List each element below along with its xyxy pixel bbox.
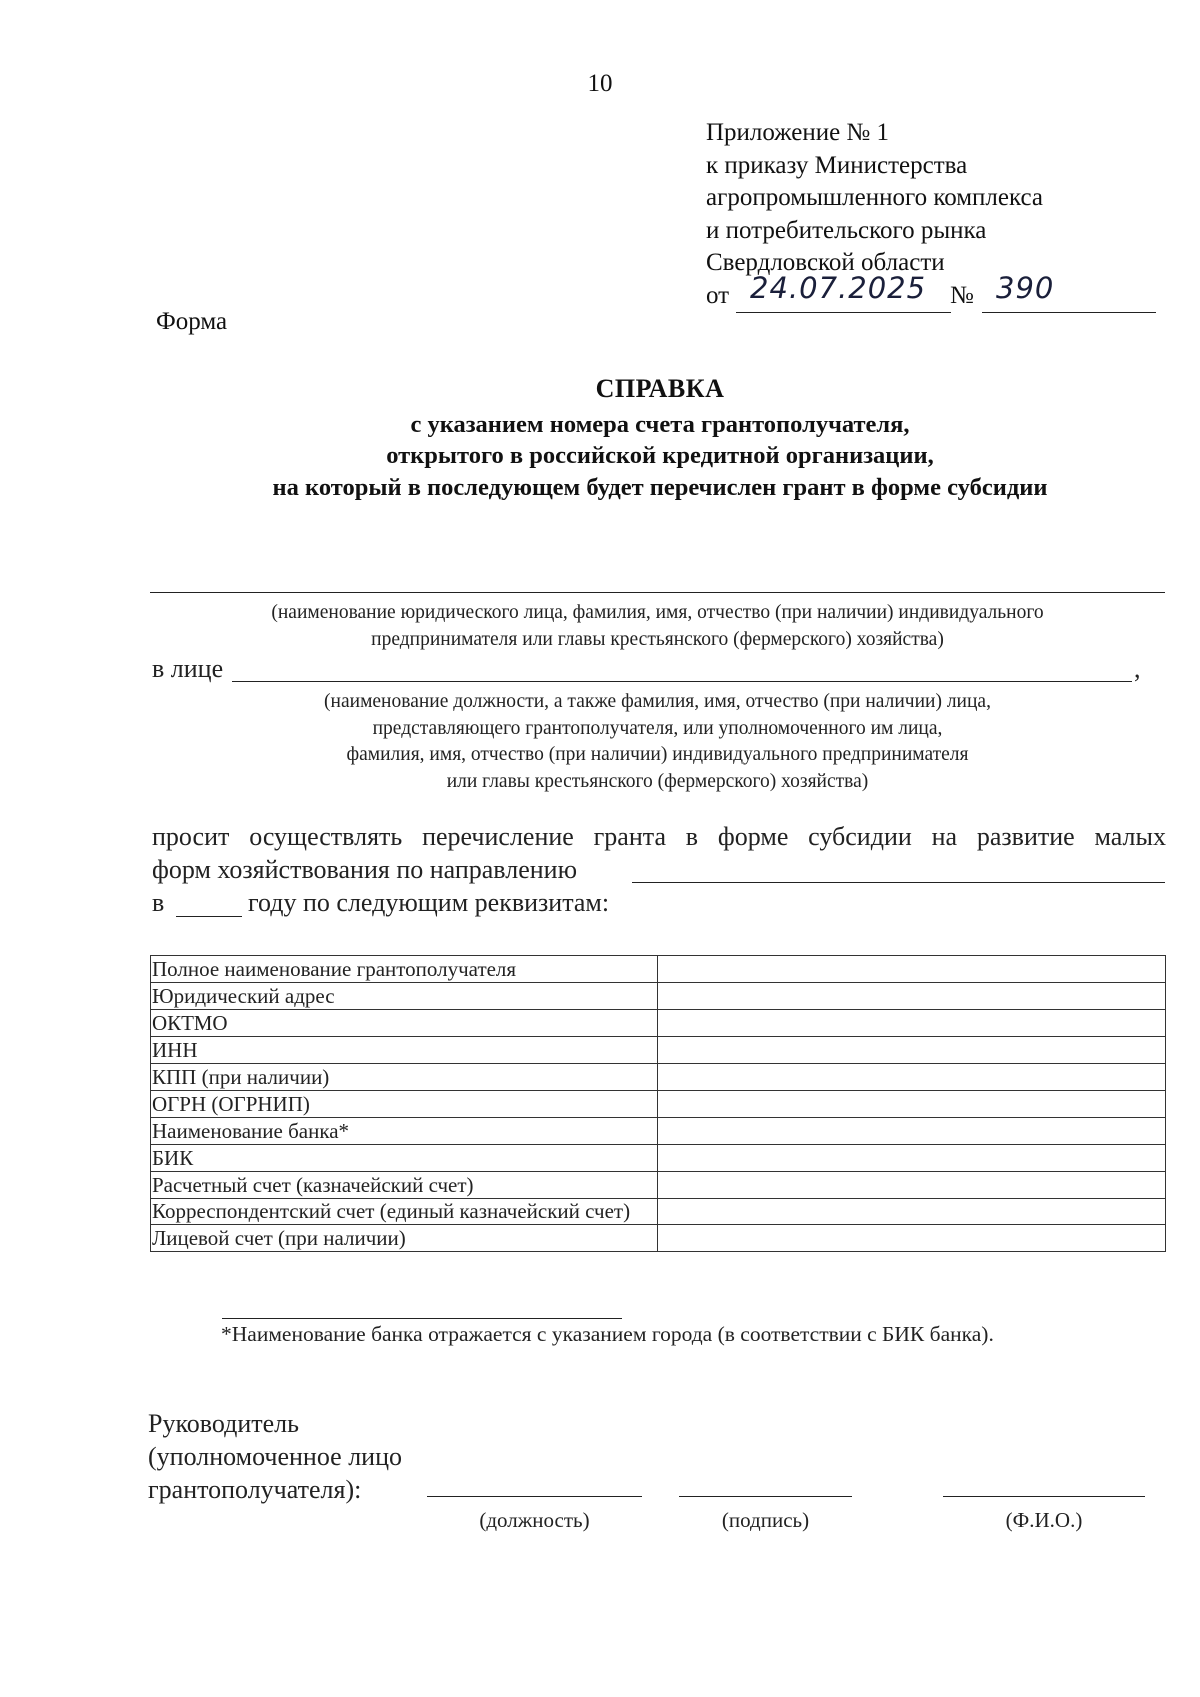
requisite-value-cell — [658, 1037, 1166, 1064]
table-row — [151, 1037, 1166, 1064]
applicant-name-line — [150, 592, 1165, 593]
appendix-line: и потребительского рынка — [706, 216, 987, 244]
requisite-value-cell — [658, 956, 1166, 983]
requisite-value-cell — [658, 1225, 1166, 1252]
appendix-line: Свердловской области — [706, 249, 945, 276]
direction-line — [632, 882, 1165, 883]
document-title: СПРАВКА — [595, 374, 725, 403]
document-subtitle-line: с указанием номера счета грантополучателя, — [410, 411, 910, 438]
requisite-label: Юридический адрес — [151, 983, 658, 1010]
document-subtitle-line: на который в последующем будет перечислен грант в форме субсидии — [272, 474, 1048, 501]
requisite-label: ИНН — [151, 1037, 658, 1064]
requisite-value-cell — [658, 1091, 1166, 1118]
signer-title-line: Руководитель — [148, 1409, 299, 1438]
table-row — [151, 1091, 1166, 1118]
requisite-label: Лицевой счет (при наличии) — [151, 1225, 658, 1252]
table-row — [151, 1225, 1166, 1252]
requisite-label: Наименование банка* — [151, 1118, 658, 1145]
signature-line — [679, 1496, 852, 1497]
signature-caption: (подпись) — [721, 1508, 810, 1532]
requisite-label: ОГРН (ОГРНИП) — [151, 1091, 658, 1118]
handwritten-date: 24.07.2025 — [750, 270, 927, 305]
request-text-line: форм хозяйствования по направлению — [152, 855, 578, 884]
date-prefix: от — [706, 281, 730, 309]
representative-note — [150, 689, 1165, 795]
table-row — [151, 1118, 1166, 1145]
number-prefix: № — [950, 281, 974, 309]
signature-block — [148, 1407, 402, 1506]
requisite-label: БИК — [151, 1145, 658, 1172]
requisite-label: КПП (при наличии) — [151, 1064, 658, 1091]
requisite-label: Полное наименование грантополучателя — [151, 956, 658, 983]
requisite-label: Расчетный счет (казначейский счет) — [151, 1172, 658, 1199]
footnote-text: *Наименование банка отражается с указанием города (в соответствии с БИК банка). — [221, 1322, 994, 1346]
table-row — [151, 1064, 1166, 1091]
requisite-value-cell — [658, 1010, 1166, 1037]
note-line: (наименование должности, а также фамилия, имя, отчество (при наличии) лица, — [324, 691, 991, 712]
note-line: предпринимателя или главы крестьянского (фермерского) хозяйства) — [371, 628, 944, 650]
requisites-table — [150, 955, 1166, 1252]
page-number: 10 — [587, 70, 613, 97]
fio-signature-line — [943, 1496, 1145, 1497]
signer-title-line: (уполномоченное лицо — [148, 1442, 403, 1471]
table-row — [151, 1172, 1166, 1199]
table-row — [151, 983, 1166, 1010]
table-row — [151, 1199, 1166, 1225]
requisite-value-cell — [658, 1064, 1166, 1091]
position-signature-line — [427, 1496, 642, 1497]
form-label: Форма — [156, 308, 228, 335]
representative-prefix: в лице — [152, 654, 224, 683]
year-suffix: году по следующим реквизитам: — [248, 888, 610, 917]
representative-line — [232, 681, 1132, 682]
appendix-line: к приказу Министерства — [706, 151, 968, 179]
requisite-value-cell — [658, 983, 1166, 1010]
representative-comma: , — [1134, 654, 1141, 683]
requisite-value-cell — [658, 1118, 1166, 1145]
requisite-value-cell — [658, 1199, 1166, 1225]
document-subtitle-line: открытого в российской кредитной организации, — [386, 442, 934, 469]
requisite-label: ОКТМО — [151, 1010, 658, 1037]
requisite-value-cell — [658, 1172, 1166, 1199]
requisite-value-cell — [658, 1145, 1166, 1172]
note-line: или главы крестьянского (фермерского) хозяйства) — [446, 770, 869, 792]
fio-caption: (Ф.И.О.) — [1005, 1508, 1083, 1532]
table-row — [151, 956, 1166, 983]
requisite-label: Корреспондентский счет (единый казначейский счет) — [151, 1199, 658, 1225]
appendix-line: Приложение № 1 — [706, 119, 890, 146]
appendix-block — [706, 117, 1055, 316]
applicant-name-note — [150, 600, 1165, 653]
table-row — [151, 1145, 1166, 1172]
order-date-number-line — [706, 270, 1055, 316]
note-line: представляющего грантополучателя, или уполномоченного им лица, — [372, 717, 943, 739]
request-text-line: просит осуществлять перечисление гранта в форме субсидии на развитие малых — [152, 822, 1166, 851]
table-row — [151, 1010, 1166, 1037]
signer-title-line: грантополучателя): — [148, 1475, 362, 1504]
footnote-separator — [222, 1318, 622, 1319]
note-line: фамилия, имя, отчество (при наличии) индивидуального предпринимателя — [346, 744, 969, 765]
handwritten-number: 390 — [996, 270, 1055, 305]
note-line: (наименование юридического лица, фамилия, имя, отчество (при наличии) индивидуального — [271, 602, 1044, 623]
year-prefix: в — [152, 888, 165, 917]
year-line — [176, 916, 242, 917]
position-caption: (должность) — [479, 1508, 590, 1532]
appendix-line: агропромышленного комплекса — [706, 184, 1044, 211]
